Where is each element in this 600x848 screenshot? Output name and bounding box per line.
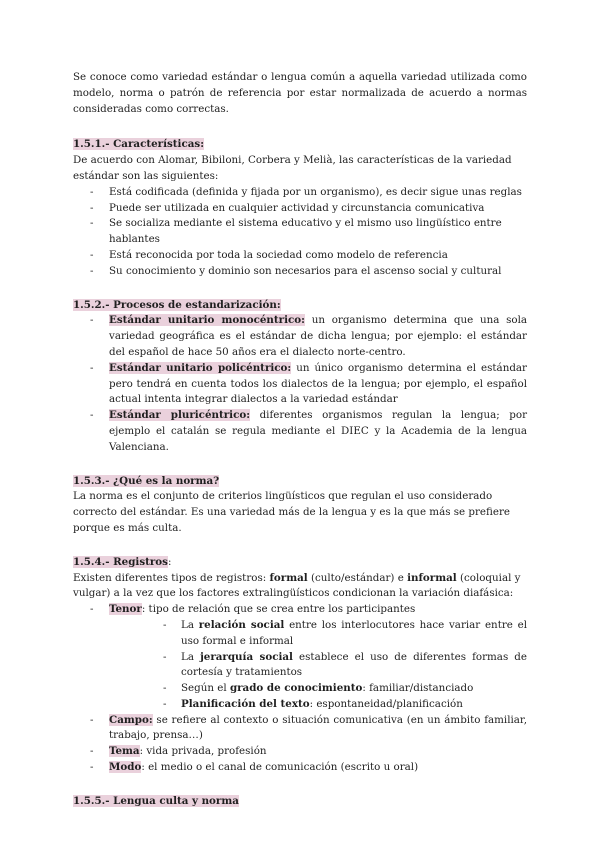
term-highlight: Estándar unitario policéntrico: bbox=[109, 361, 292, 374]
list-item: - Está reconocida por toda la sociedad como modelo de referencia bbox=[90, 248, 448, 261]
sublist-item: - La relación social entre los interlocutores hace variar entre el uso formal e informal bbox=[163, 618, 527, 647]
list-item: - Su conocimiento y dominio son necesarios para el ascenso social y cultural bbox=[90, 264, 502, 277]
section-norma bbox=[73, 474, 527, 537]
section-procesos bbox=[73, 298, 527, 456]
sublist-item: - La jerarquía social establece el uso de diferentes formas de cortesía y tratamientos bbox=[163, 650, 527, 679]
list-item: - Puede ser utilizada en cualquier actividad y circunstancia comunicativa bbox=[90, 201, 485, 214]
term-highlight: Tenor bbox=[109, 603, 142, 616]
term-highlight: Estándar pluricéntrico: bbox=[109, 409, 251, 422]
section-lead: Existen diferentes tipos de registros: formal (culto/estándar) e informal (coloquial y vulgar) a la vez que los factores extralingüísticos condicionan la variación diafásica: bbox=[73, 571, 521, 600]
section-lengua-culta bbox=[73, 794, 527, 810]
section-lead: De acuerdo con Alomar, Bibiloni, Corbera y Melià, las características de la variedad estándar son las siguientes: bbox=[73, 154, 512, 182]
characteristics-list bbox=[73, 185, 527, 280]
term-highlight: Tema bbox=[109, 745, 140, 758]
list-item: - Modo: el medio o el canal de comunicación (escrito u oral) bbox=[90, 761, 419, 774]
list-item: - Tema: vida privada, profesión bbox=[90, 745, 267, 758]
registers-list bbox=[73, 602, 527, 776]
list-item: - Estándar unitario policéntrico: un único organismo determina el estándar pero tendrá en cuenta todos los dialectos de la lengua; por ejemplo, el español actual intenta integrar dialectos a la variedad estándar bbox=[90, 361, 527, 406]
list-item: - Está codificada (definida y fijada por un organismo), es decir sigue unas reglas bbox=[90, 185, 522, 198]
section-caracteristicas bbox=[73, 137, 527, 279]
list-item: - Campo: se refiere al contexto o situación comunicativa (en un ámbito familiar, trabajo, prensa…) bbox=[90, 713, 527, 742]
list-item: - Estándar pluricéntrico: diferentes organismos regulan la lengua; por ejemplo el catalán se regula mediante el DIEC y la Academia de la lengua Valenciana. bbox=[90, 409, 527, 453]
list-item: - Estándar unitario monocéntrico: un organismo determina que una sola variedad geográfica es el estándar de dicha lengua; por ejemplo: el estándar del español de hace 50 años era el dialecto norte-centro. bbox=[90, 314, 528, 358]
section-heading: 1.5.4.- Registros bbox=[73, 555, 168, 568]
section-heading: 1.5.5.- Lengua culta y norma bbox=[73, 794, 239, 807]
section-heading: 1.5.1.- Características: bbox=[73, 138, 204, 151]
section-text: La norma es el conjunto de criterios lingüísticos que regulan el uso considerado correcto del estándar. Es una variedad más de la lengua y es la que más se prefiere porque es más culta. bbox=[73, 490, 511, 534]
processes-list bbox=[73, 313, 527, 455]
intro-paragraph: Se conoce como variedad estándar o lengua común a aquella variedad utilizada como modelo, norma o patrón de referencia por estar normalizada de acuerdo a normas consideradas como correctas. bbox=[73, 71, 527, 115]
section-heading: 1.5.2.- Procesos de estandarización: bbox=[73, 298, 281, 311]
section-heading: 1.5.3.- ¿Qué es la norma? bbox=[73, 474, 220, 487]
section-registros: 1.5.4.- Registros: Existen diferentes tipos de registros: formal (culto/estándar) e informal (coloquial y vulgar) a la vez que los factores extralingüísticos condicionan la variación diafásica: - Tenor: tipo de relación que se crea entre los participantes - La relación social entre los interlocutores hace variar entre el uso formal e informal - La jerarquía social establece el uso de diferentes formas de cortesía y tratamientos - Según el grado de conocimiento: familiar/distanciado - Planificación del texto: espontaneidad/planificación - Campo: se refiere al contexto o situación comunicativa (en un ámbito familiar, trabajo, prensa…) - Tema: vida privada, profesión - Modo: el medio o el canal de comunicación (escrito u oral) bbox=[73, 555, 527, 776]
term-highlight: Modo bbox=[109, 761, 142, 774]
sublist-item: - Según el grado de conocimiento: familiar/distanciado bbox=[163, 682, 474, 695]
list-item: - Se socializa mediante el sistema educativo y el mismo uso lingüístico entre hablantes bbox=[90, 217, 502, 246]
sublist-item: - Planificación del texto: espontaneidad/planificación bbox=[163, 697, 463, 710]
list-item: - Tenor: tipo de relación que se crea entre los participantes - La relación social entre los interlocutores hace variar entre el uso formal e informal - La jerarquía social establece el uso de diferentes formas de cortesía y tratamientos - Según el grado de conocimiento: familiar/distanciado - Planificación del texto: espontaneidad/planificación bbox=[73, 602, 527, 713]
term-highlight: Estándar unitario monocéntrico: bbox=[109, 314, 305, 327]
tenor-sublist bbox=[145, 618, 527, 713]
term-highlight: Campo: bbox=[109, 713, 153, 726]
